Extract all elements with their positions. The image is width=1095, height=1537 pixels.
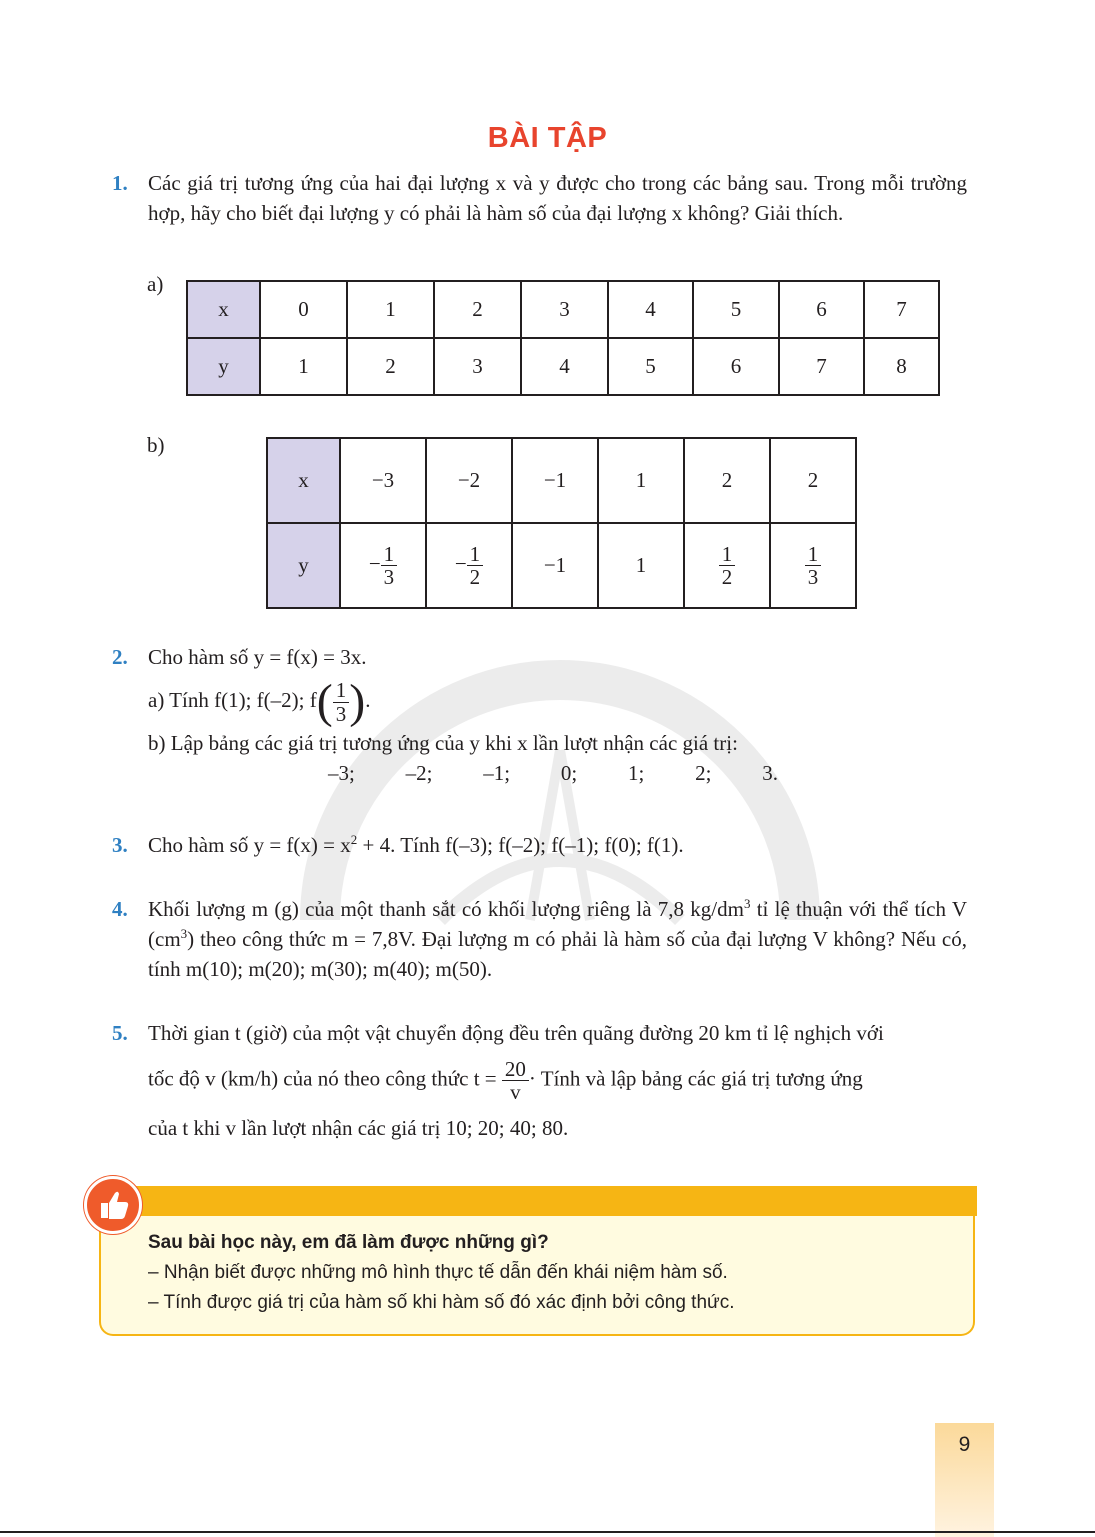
- table-cell: [684, 523, 770, 608]
- summary-header-bar: [99, 1186, 977, 1216]
- table-cell: −1: [512, 438, 598, 523]
- minus-sign: −: [368, 551, 381, 576]
- exercise-part-b: b) Lập bảng các giá trị tương ứng của y khi x lần lượt nhận các giá trị:: [148, 731, 738, 755]
- fraction-denominator: 3: [335, 701, 347, 726]
- exercise-4: [112, 894, 967, 984]
- table-cell: 4: [521, 338, 608, 395]
- fraction: $\frac{20}{v}$: [502, 1058, 529, 1103]
- table-cell: −1: [512, 523, 598, 608]
- table-cell: 1: [598, 523, 684, 608]
- table-cell: 5: [693, 281, 779, 338]
- part-b-label: b): [147, 433, 165, 457]
- table-cell: 3: [434, 338, 521, 395]
- exercise-number: 1.: [112, 171, 128, 195]
- table-cell: 1: [260, 338, 347, 395]
- fraction-denominator: 3: [383, 565, 395, 589]
- value-item: –3;: [328, 761, 355, 785]
- fraction-denominator: 2: [721, 565, 733, 589]
- exercise-number: 3.: [112, 833, 128, 857]
- value-item: 1;: [628, 761, 645, 785]
- table-cell: [770, 523, 856, 608]
- table-header-y: y: [187, 338, 260, 395]
- part-a-label: a): [147, 272, 164, 296]
- table-row-x: [187, 281, 939, 338]
- values-list: [328, 758, 778, 788]
- fraction-numerator: 1: [333, 679, 350, 702]
- exercise-text: Khối lượng m (g) của một thanh sắt có khối lượng riêng là 7,8 $kg/dm^3$ tỉ lệ thuận với thể tích V $(cm^3)$ theo công thức m = 7,8V. Đại lượng m có phải là hàm số của đại lượng V không? Nếu có, tính m(10); m(20); m(30); m(40); m(50).: [148, 896, 967, 981]
- fraction: [381, 543, 398, 588]
- table-cell: 3: [521, 281, 608, 338]
- thumbs-up-icon: [84, 1176, 142, 1234]
- table-cell: 0: [260, 281, 347, 338]
- exercise-number: 2.: [112, 645, 128, 669]
- exercise-5: [112, 1018, 967, 1143]
- table-cell: 4: [608, 281, 693, 338]
- table-cell: 7: [864, 281, 939, 338]
- table-cell: 5: [608, 338, 693, 395]
- table-cell: 8: [864, 338, 939, 395]
- value-item: 3.: [762, 761, 778, 785]
- fraction-numerator: 1: [467, 543, 484, 566]
- table-cell: −3: [340, 438, 426, 523]
- summary-item: – Nhận biết được những mô hình thực tế dẫn đến khái niệm hàm số.: [148, 1262, 728, 1283]
- exercise-line-3: của t khi v lần lượt nhận các giá trị 10; 20; 40; 80.: [148, 1116, 569, 1141]
- table-row-x: [267, 438, 856, 523]
- table-cell: 1: [347, 281, 434, 338]
- table-cell: 1: [598, 438, 684, 523]
- page-number: 9: [935, 1423, 994, 1537]
- fraction: [467, 543, 484, 588]
- value-item: 2;: [695, 761, 712, 785]
- page-title: BÀI TẬP: [487, 122, 608, 154]
- exercise-part-a: a) Tính f(1); f(–2); f( $\frac{1}{3}$ ).: [148, 675, 371, 728]
- value-item: 0;: [560, 761, 578, 785]
- table-row-y: [267, 523, 856, 608]
- table-header-x: x: [187, 281, 260, 338]
- bottom-rule: [0, 1531, 1095, 1533]
- exercise-intro: Cho hàm số y = f(x) = 3x.: [148, 645, 367, 669]
- fraction-denominator: 3: [807, 565, 819, 589]
- fraction-numerator: 1: [805, 543, 822, 566]
- summary-box: [99, 1186, 975, 1336]
- value-table-b: [266, 437, 857, 609]
- exercise-1: [112, 168, 967, 228]
- fraction: [333, 679, 350, 724]
- table-cell: [426, 523, 512, 608]
- summary-item: – Tính được giá trị của hàm số khi hàm số đó xác định bởi công thức.: [148, 1292, 735, 1313]
- table-cell: 2: [770, 438, 856, 523]
- part-a-text: a) Tính f(1); f(–2); f: [148, 687, 317, 712]
- exercise-text: Cho hàm số $y = f(x) = x^2 + 4$. Tính f(–3); f(–2); f(–1); f(0); f(1).: [148, 832, 684, 857]
- table-cell: 2: [347, 338, 434, 395]
- table-cell: 2: [434, 281, 521, 338]
- value-item: –1;: [483, 761, 511, 785]
- fraction-denominator: 2: [469, 565, 481, 589]
- table-cell: 7: [779, 338, 864, 395]
- exercise-number: 5.: [112, 1021, 128, 1045]
- fraction: [805, 543, 822, 588]
- table-cell: 6: [693, 338, 779, 395]
- table-cell: 6: [779, 281, 864, 338]
- minus-sign: −: [454, 551, 467, 576]
- fraction-numerator: 1: [381, 543, 398, 566]
- fraction: [719, 543, 736, 588]
- table-row-y: [187, 338, 939, 395]
- exercise-text: Các giá trị tương ứng của hai đại lượng x và y được cho trong các bảng sau. Trong mỗi trường hợp, hãy cho biết đại lượng y có phải là hàm số của đại lượng x không? Giải thích.: [148, 171, 967, 225]
- exercise-2: [112, 642, 967, 788]
- table-header-y: y: [267, 523, 340, 608]
- exercise-3: [112, 830, 967, 860]
- table-cell: 2: [684, 438, 770, 523]
- value-item: –2;: [405, 761, 433, 785]
- table-header-x: x: [267, 438, 340, 523]
- fraction-numerator: 1: [719, 543, 736, 566]
- summary-heading: Sau bài học này, em đã làm được những gì?: [148, 1232, 549, 1253]
- table-cell: −2: [426, 438, 512, 523]
- table-cell: [340, 523, 426, 608]
- exercise-line-1: Thời gian t (giờ) của một vật chuyển động đều trên quãng đường 20 km tỉ lệ nghịch với: [148, 1021, 884, 1045]
- value-table-a: [186, 280, 940, 396]
- exercise-number: 4.: [112, 897, 128, 921]
- exercise-line-2: tốc độ v (km/h) của nó theo công thức t = $\frac{20}{v}$ · Tính và lập bảng các giá trị tương ứng: [148, 1057, 863, 1105]
